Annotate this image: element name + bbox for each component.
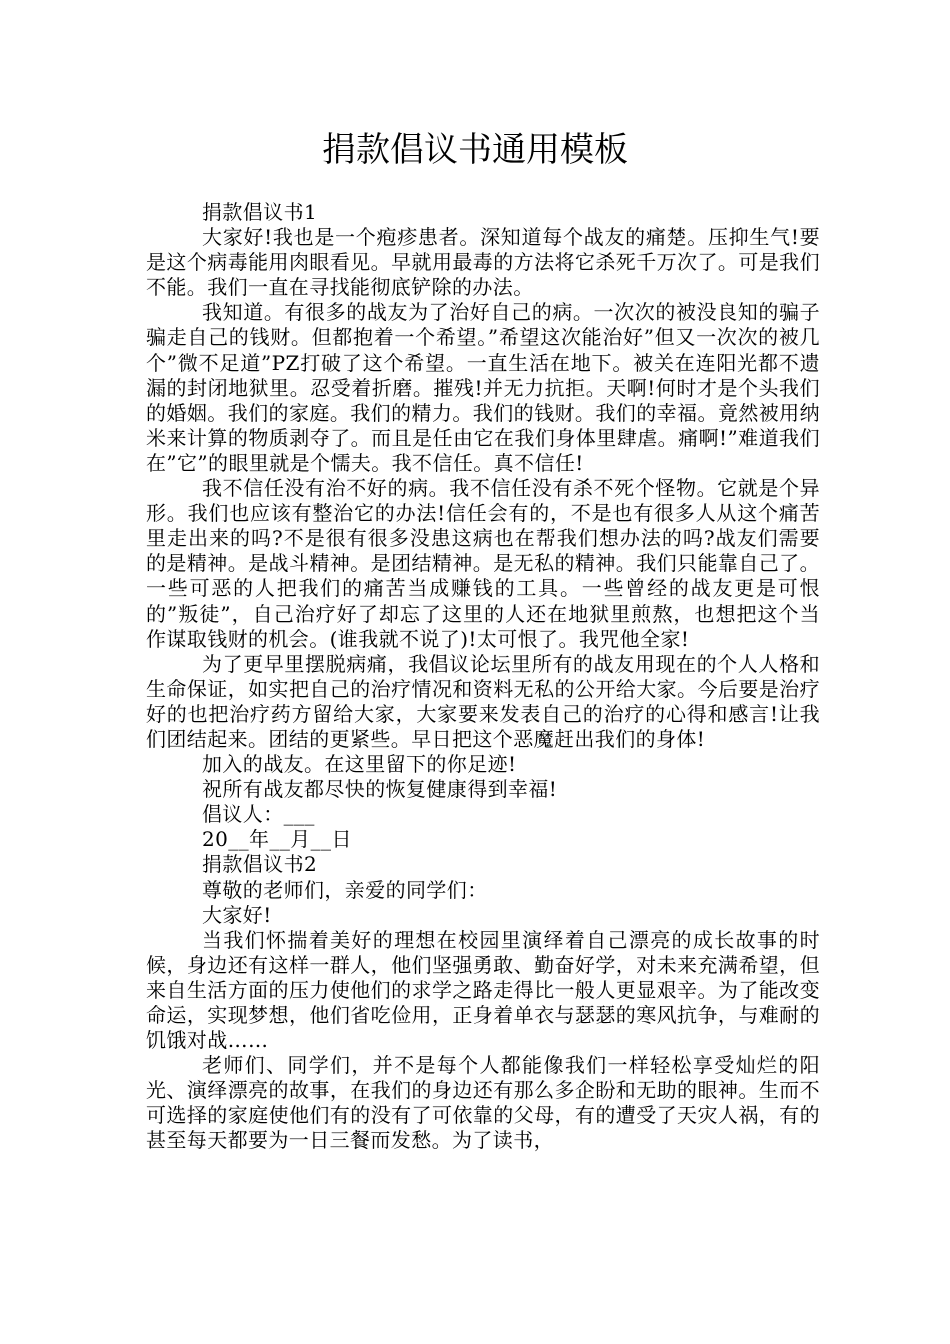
paragraph: 我知道。有很多的战友为了治好自己的病。一次次的被没良知的骗子骗走自己的钱财。但都抱着一个希望。”希望这次能治好”但又一次次的被几个”微不足道”PZ打破了这个希望。一直生活在地下。被关在连阳光都不遗漏的封闭地狱里。忍受着折磨。摧残!并无力抗拒。天啊!何时才是个头我们的婚姻。我们的家庭。我们的精力。我们的钱财。我们的幸福。竟然被用纳米来计算的物质剥夺了。而且是任由它在我们身体里肆虐。痛啊!”难道我们在”它”的眼里就是个懦夫。我不信任。真不信任! bbox=[146, 300, 820, 475]
paragraph: 当我们怀揣着美好的理想在校园里演绎着自己漂亮的成长故事的时候，身边还有这样一群人，他们坚强勇敢、勤奋好学，对未来充满希望，但来自生活方面的压力使他们的求学之路走得比一般人更显艰辛。为了能改变命运，实现梦想，他们省吃俭用，正身着单衣与瑟瑟的寒风抗争，与难耐的饥饿对战…… bbox=[146, 927, 820, 1053]
document-body bbox=[146, 200, 820, 1154]
salutation: 尊敬的老师们，亲爱的同学们： bbox=[202, 877, 488, 902]
document-title: 捐款倡议书通用模板 bbox=[322, 130, 628, 170]
paragraph: 加入的战友。在这里留下的你足迹! bbox=[202, 752, 517, 777]
date-line: 20__年__月__日 bbox=[202, 827, 352, 852]
paragraph: 为了更早里摆脱病痛，我倡议论坛里所有的战友用现在的个人人格和生命保证，如实把自己的治疗情况和资料无私的公开给大家。今后要是治疗好的也把治疗药方留给大家，大家要来发表自己的治疗的心得和感言!让我们团结起来。团结的更紧些。早日把这个恶魔赶出我们的身体! bbox=[146, 651, 820, 751]
signature-line: 倡议人：___ bbox=[202, 802, 315, 827]
greeting: 大家好! bbox=[202, 902, 272, 927]
paragraph: 祝所有战友都尽快的恢复健康得到幸福! bbox=[202, 777, 558, 802]
paragraph: 我不信任没有治不好的病。我不信任没有杀不死个怪物。它就是个异形。我们也应该有整治它的办法!信任会有的，不是也有很多人从这个痛苦里走出来的吗?不是很有很多没患这病也在帮我们想办法的吗?战友们需要的是精神。是战斗精神。是团结精神。是无私的精神。我们只能靠自己了。一些可恶的人把我们的痛苦当成赚钱的工具。一些曾经的战友更是可恨的”叛徒”，自己治疗好了却忘了这里的人还在地狱里煎熬，也想把这个当作谋取钱财的机会。(谁我就不说了)!太可恨了。我咒他全家! bbox=[146, 476, 820, 651]
section-heading-1: 捐款倡议书1 bbox=[202, 200, 318, 224]
paragraph: 老师们、同学们，并不是每个人都能像我们一样轻松享受灿烂的阳光、演绎漂亮的故事，在我们的身边还有那么多企盼和无助的眼神。生而不可选择的家庭使他们有的没有了可依靠的父母，有的遭受了天灾人祸，有的甚至每天都要为一日三餐而发愁。为了读书， bbox=[146, 1053, 820, 1153]
paragraph: 大家好!我也是一个疱疹患者。深知道每个战友的痛楚。压抑生气!要是这个病毒能用肉眼看见。早就用最毒的方法将它杀死千万次了。可是我们不能。我们一直在寻找能彻底铲除的办法。 bbox=[146, 225, 820, 300]
section-heading-2: 捐款倡议书2 bbox=[202, 852, 318, 877]
